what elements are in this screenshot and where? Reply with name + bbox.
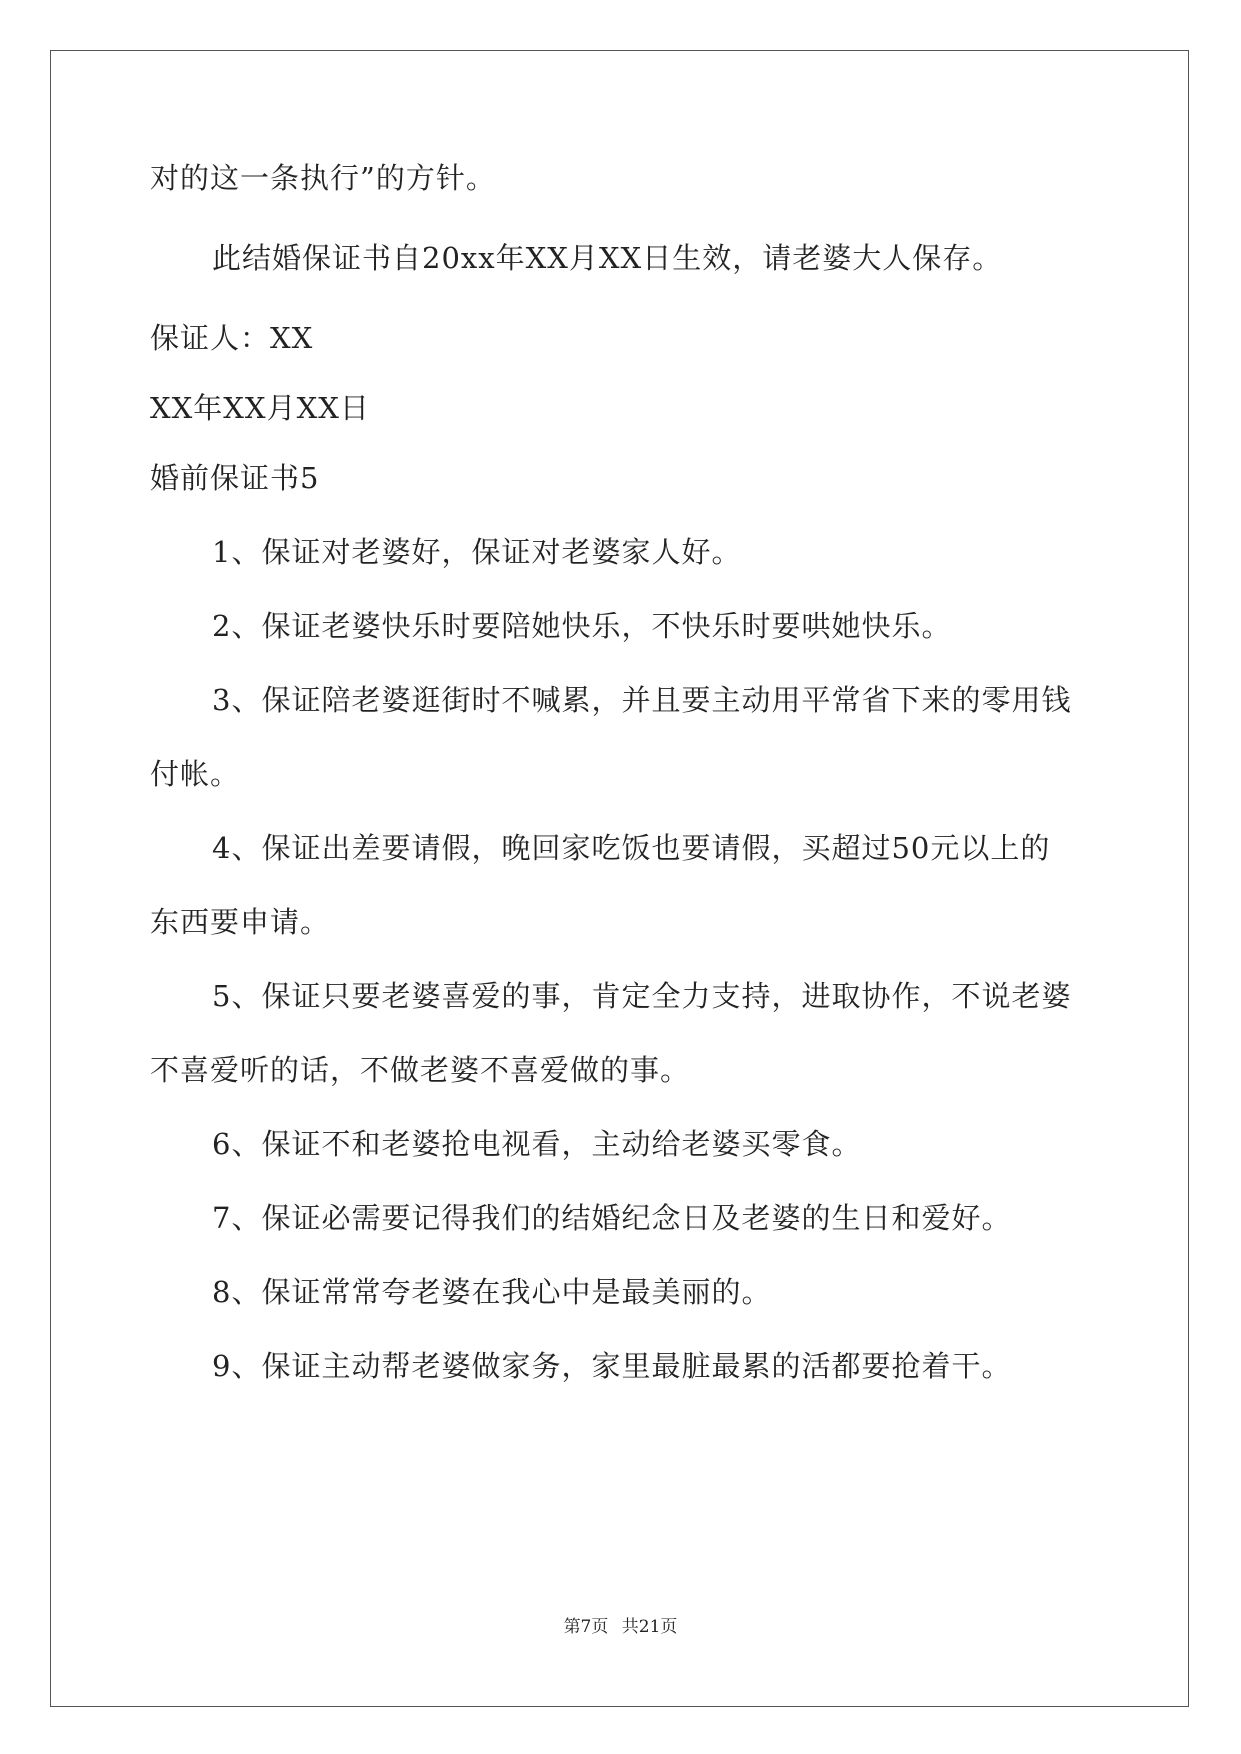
page-footer (0, 1617, 1241, 1637)
page-total: 共21页 (621, 1617, 678, 1637)
page-frame (50, 50, 1189, 1707)
list-item-5-cont: 不喜爱听的话，不做老婆不喜爱做的事。 (150, 1053, 691, 1087)
list-item-5: 5、保证只要老婆喜爱的事，肯定全力支持，进取协作，不说老婆 (212, 979, 1072, 1013)
list-item-1: 1、保证对老婆好，保证对老婆家人好。 (212, 535, 742, 569)
list-item-6: 6、保证不和老婆抢电视看，主动给老婆买零食。 (212, 1127, 862, 1161)
list-item-3-cont: 付帐。 (150, 757, 241, 791)
list-item-9: 9、保证主动帮老婆做家务，家里最脏最累的活都要抢着干。 (212, 1349, 1012, 1383)
list-item-4: 4、保证出差要请假，晚回家吃饭也要请假，买超过50元以上的 (212, 831, 1051, 865)
list-item-8: 8、保证常常夸老婆在我心中是最美丽的。 (212, 1275, 772, 1309)
list-item-2: 2、保证老婆快乐时要陪她快乐，不快乐时要哄她快乐。 (212, 609, 952, 643)
guarantor-line: 保证人：XX (150, 321, 314, 355)
date-line: XX年XX月XX日 (150, 391, 370, 425)
list-item-7: 7、保证必需要记得我们的结婚纪念日及老婆的生日和爱好。 (212, 1201, 1012, 1235)
list-item-4-cont: 东西要申请。 (150, 905, 331, 939)
page-number: 第7页 (563, 1617, 609, 1637)
paragraph-continuation: 对的这一条执行”的方针。 (150, 161, 496, 195)
effective-date-paragraph: 此结婚保证书自20xx年XX月XX日生效，请老婆大人保存。 (212, 241, 1003, 275)
list-item-3: 3、保证陪老婆逛街时不喊累，并且要主动用平常省下来的零用钱 (212, 683, 1072, 717)
section-heading: 婚前保证书5 (150, 461, 320, 495)
